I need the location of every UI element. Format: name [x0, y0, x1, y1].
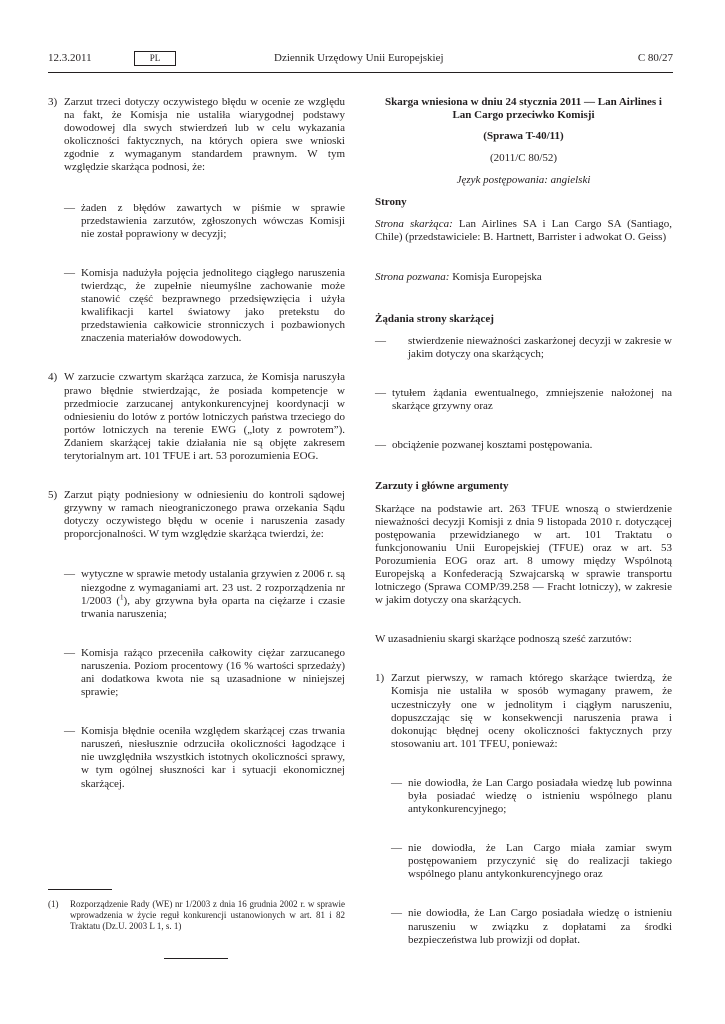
page-number: C 80/27: [637, 52, 673, 64]
heading-claims: Żądania strony skarżącej: [375, 312, 494, 325]
footnote-text: Rozporządzenie Rady (WE) nr 1/2003 z dnia 16 grudnia 2002 r. w sprawie wprowadzenia w życie reguł konkurencji ustanowionych w art. 81 i 82 Traktatu (Dz.U. 2003 L 1, s. 1): [70, 899, 345, 931]
dash: —: [375, 334, 386, 347]
dash: —: [64, 646, 75, 659]
claim-3-text: obciążenie pozwanej kosztami postępowania.: [392, 439, 593, 452]
plea-5-indent-3-text: Komisja błędnie oceniła względem skarżącej czas trwania naruszeń, niesłusznie odrzuciła okoliczności łagodzące i nie uwzględniła wszystkich istotnych okoliczności sprawy, w tym ogólnej słuszności kar i sytuacji ekonomicznej skarżącej.: [81, 725, 345, 790]
plea-1-indent-1-text: nie dowiodła, że Lan Cargo posiadała wiedzę lub powinna była posiadać wiedzę o istnieniu wspólnego planu antykonkurencyjnego;: [408, 776, 672, 816]
dash: —: [64, 725, 75, 738]
applicant: [375, 218, 672, 244]
dash: —: [391, 776, 402, 789]
plea-5: [48, 489, 345, 541]
plea-1-indent-3: [375, 907, 672, 946]
plea-5-indent-3: [48, 725, 345, 790]
case-number: (Sprawa T-40/11): [483, 130, 564, 143]
plea-1-indent-2: [375, 842, 672, 881]
plea-3-indent-1-text: żaden z błędów zawartych w piśmie w sprawie przedstawienia zarzutów, zgłoszonych wówczas Komisji nie został poprawiony w decyzji;: [81, 201, 345, 240]
plea-4-number: 4): [48, 371, 58, 384]
language-badge: PL: [134, 51, 176, 66]
defendant-text: Komisja Europejska: [449, 270, 542, 283]
claim-3: [375, 439, 672, 452]
claim-1-text: stwierdzenie nieważności zaskarżonej decyzji w zakresie w jakim dotyczy ona skarżących;: [408, 334, 672, 361]
plea-5-indent-2-text: Komisja rażąco przeceniła całkowity ciężar zarzucanego naruszenia. Poziom procentowy (16 % wartości sprzedaży) ani dodatkowa kwota nie są uzasadnione w niniejszej sprawie;: [81, 646, 345, 699]
journal-title: Dziennik Urzędowy Unii Europejskiej: [274, 52, 444, 64]
plea-4: [48, 371, 345, 463]
dash: —: [64, 266, 75, 279]
language-of-case: Język postępowania: angielski: [456, 174, 591, 187]
footnote-number: (1): [48, 899, 59, 909]
plea-4-text: W zarzucie czwartym skarżąca zarzuca, że Komisja naruszyła prawo błędnie stwierdzając, że posiada kompetencje w przedmiocie zarzucanej antykonkurencyjnej koordynacji w odniesieniu do lotów z portów lotniczych państwa trzeciego do portów lotniczych na terenie EWG („loty z powrotem”). Zdaniem skarżącej takie działania nie są objęte zakresem terytorialnym art. 101 TFUE i art. 53 porozumienia EOG.: [64, 371, 345, 462]
plea-5-indent-1: [48, 568, 345, 620]
plea-5-number: 5): [48, 489, 58, 502]
pleas-intro: Skarżące na podstawie art. 263 TFUE wnoszą o stwierdzenie nieważności decyzji Komisji z dnia 9 listopada 2010 r. dotyczącej postępowania przewidzianego w art. 101 Traktatu o funkcjonowaniu Unii Europejskiej (TFUE) oraz w art. 53 Porozumienia EOG oraz art. 8 umowy między Wspólnotą Europejską a Konfederacją Szwajcarską w sprawie transportu lotniczego (Sprawa COMP/39.258 — Fracht lotniczy), w zakresie w jakim dotyczy ona skarżących.: [375, 502, 672, 607]
header-date: 12.3.2011: [48, 52, 92, 64]
heading-parties: Strony: [375, 196, 407, 209]
plea-1-indent-2-text: nie dowiodła, że Lan Cargo miała zamiar swym postępowaniem przyczynić się do realizacji takiego wspólnego planu antykonkurencyjnego oraz: [408, 842, 672, 881]
defendant: [375, 271, 672, 284]
plea-3-indent-1: [48, 202, 345, 241]
defendant-label: Strona pozwana:: [375, 270, 450, 283]
claim-2-text: tytułem żądania ewentualnego, zmniejszenie nałożonej na skarżące grzywny oraz: [392, 387, 672, 413]
claim-2: [375, 387, 672, 413]
plea-1-text: Zarzut pierwszy, w ramach którego skarżące twierdzą, że Komisja nie ustaliła w sposób wymagany prawem, że uczestniczyły one w jednolitym i ciągłym naruszeniu, dopuszczając się w konsekwencji naruszenia prawa i dokonując błędnej oceny okoliczności faktycznych przy stosowaniu art. 101 TFEU, ponieważ:: [391, 672, 672, 750]
plea-3-indent-2: [48, 267, 345, 346]
applicant-label: Strona skarżąca:: [375, 217, 453, 230]
plea-1-indent-1: [375, 777, 672, 816]
dash: —: [391, 907, 402, 920]
pleas-count: W uzasadnieniu skargi skarżące podnoszą sześć zarzutów:: [375, 633, 632, 646]
plea-5-indent-1-text-b: ), aby grzywna była oparta na ciężarze i czasie trwania naruszenia;: [81, 594, 345, 620]
header-rule: [48, 72, 673, 73]
plea-3-number: 3): [48, 96, 58, 108]
claim-1: [375, 335, 672, 361]
plea-3-text: Zarzut trzeci dotyczy oczywistego błędu w ocenie ze względu na fakt, że Komisja nie ustaliła wiarygodnej podstawy dowodowej dla swych stwierdzeń lub w celu wykazania okoliczności faktycznych, na których opiera swe wnioski zgodnie z wymaganym standardem prawnym. W tym względzie skarżąca podnosi, że:: [64, 96, 345, 174]
end-rule: [164, 958, 228, 959]
plea-5-text: Zarzut piąty podniesiony w odniesieniu do kontroli sądowej grzywny w ramach nieograniczonego prawa orzekania Sądu dotyczy oczywistego błędu w ocenie i naruszenia zasady proporcjonalności. W tym względzie skarżąca twierdzi, że:: [64, 489, 345, 541]
plea-3: [48, 96, 345, 175]
plea-1: [375, 672, 672, 751]
applicant-text: Lan Airlines SA i Lan Cargo SA (Santiago, Chile) (przedstawiciele: B. Hartnett, Barrister i adwokat O. Geiss): [375, 217, 672, 243]
plea-5-indent-2: [48, 647, 345, 699]
notice-reference: (2011/C 80/52): [489, 152, 558, 165]
plea-3-indent-2-text: Komisja nadużyła pojęcia jednolitego ciągłego naruszenia twierdząc, że zupełnie nieumyślne zachowanie może stanowić część bezprawnego przedsięwzięcia i użyła kwalifikacji kartel światowy jako pretekstu do przedstawienia całkowicie stronniczych i pozbawionych znaczenia materiałów dowodowych.: [81, 266, 345, 345]
dash: —: [64, 568, 75, 581]
right-column: [375, 96, 672, 947]
dash: —: [375, 439, 386, 452]
heading-pleas: Zarzuty i główne argumenty: [375, 480, 509, 493]
plea-1-number: 1): [375, 672, 385, 685]
dash: —: [375, 387, 386, 400]
plea-5-indent-1-text-a: wytyczne w sprawie metody ustalania grzywien z 2006 r. są niezgodne z wymaganiami art. 23 ust. 2 rozporządzenia nr 1/2003 (: [81, 568, 345, 607]
left-column: [48, 96, 345, 791]
dash: —: [64, 201, 75, 214]
notice-title: Skarga wniesiona w dniu 24 stycznia 2011 — Lan Airlines i Lan Cargo przeciwko Komisji: [385, 96, 662, 122]
footnote: [48, 899, 345, 932]
footnote-rule: [48, 889, 112, 890]
dash: —: [391, 842, 402, 855]
plea-1-indent-3-text: nie dowiodła, że Lan Cargo posiadała wiedzę o istnieniu naruszeniu w związku z dopłatami za środki bezpieczeństwa lub prowizji od dopłat.: [408, 907, 672, 946]
footnote-ref[interactable]: 1: [120, 592, 124, 601]
